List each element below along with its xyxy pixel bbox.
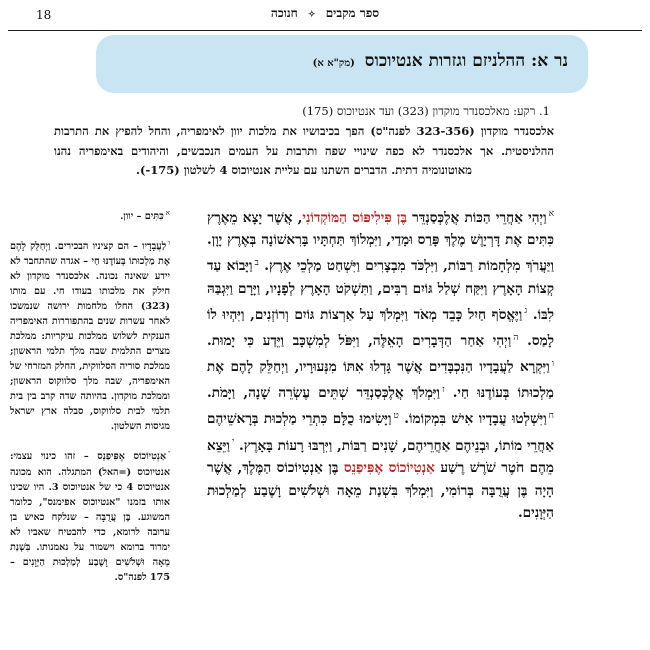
running-title [0, 6, 650, 21]
verse [207, 210, 554, 275]
verse-number: י [231, 437, 235, 448]
side-notes [10, 206, 170, 587]
side-note [10, 236, 170, 434]
highlighted-name: בֶּן פִּילִיפּוֹס הַמּוֹקְדוֹנִי [302, 209, 407, 226]
chapter-title [313, 51, 568, 71]
verse-text: וַיִּמְלֹךְ אֲלֶכְּסַנְדֵּר שְׁתֵּים עֶשְׂרֵה שָׁנָה, וַיָּמֹת. [207, 385, 440, 402]
verse-number: ז [441, 384, 445, 395]
note-text: לַעֲבָדָיו – הם קציניו הבכירים. וַיְחַלֵּק לָהֶם אֶת מַלְכוּתוֹ בְּעוֹדֶנּוּ חַי – אגדה שהתחבר לא יידע שאינה נכונה. אלכסנדר מוקדון לא חילק את מלכותו בעודו חי. עם מותו (323) החלו מלחמות ירושה שנמשכו לאחר עשרות שנים בהתפוררות האימפריה הענקית לשלוש ממלכות עיקריות: ממלכת מצרים התלמית שבה מלך תלמי הראשון; ממלכת סוריה הסלווקית, החלק המזרחי של האימפריה, שבה מלך סלווקוס הראשון; וממלכת מוקדון. בהיותה שדה קרב בין בית תלמי לבית סלווקוס, סבלה ארץ ישראל מגיסות השלטון. [10, 241, 170, 433]
verse-text: וַיְהִי אַחֲרֵי הַכּוֹת אֲלֶכְּסַנְדֵּר [406, 209, 547, 226]
chapter-title-text: נר א: ההלניזם וגזרות אנטיוכוס [364, 51, 568, 71]
note-marker: ו [168, 239, 170, 248]
verse-text: וַיֵּצֵא מֵהֶם חֹטֶר שֹׁרֶשׁ רֶשַׁע [207, 437, 554, 477]
diamond-separator-icon: ✧ [307, 10, 316, 20]
main-paragraph [207, 203, 554, 525]
verse-number: ג [524, 306, 528, 317]
verse-number: ב [254, 257, 259, 268]
verse-text: וַיְהִי אַחַר הַדְּבָרִים הָאֵלֶּה, וַיִּפֹּל לְמִשְׁכָּב וַיֵּדַע כִּי יָמוּת. [207, 333, 512, 350]
section-heading: 1. רקע: מאלכסנדר מוקדון (323) ועד אנטיוכוס (175) [302, 104, 550, 118]
header-rule [8, 30, 642, 31]
note-marker: א [165, 209, 170, 217]
note-marker: י [168, 449, 170, 458]
section-intro: אלכסנדר מוקדון (323-356 לפנה"ס) הפך בכיבושיו את מלכות יוון לאימפריה, והחל להפיץ את התרבות ההלניסטית. אך אלכסנדר לא כפה שינויי שפה ותרבות על העמים הנכבשים, והיהודים באימפריה נהנו מאוטונומיה דתית. הדברים השתנו עם עליית אנטיוכוס 4 לשלטון (175-). [54, 124, 554, 177]
verse [207, 385, 444, 401]
section-name: חנוכה [270, 6, 298, 20]
note-text: כִּתִּים – יוון. [120, 211, 164, 223]
note-text: אַנְטִיוֹכוֹס אֶפִּיפַנֵס – זהו כינוי עצמי: אנטיוכוס (=האל) המתגלה. הוא מכונה אנטיוכוס 4 כי של אנטיוכוס 3. היו שכינו אותו בזמנו "אנטיוכוס אפימנס", כלומר המשוגע. בֶּן עֲרֻבָּה – שנלקח כאיש בן ערובה לרומא, כדי להבטיח שאביו לא ימרוד ברומא וישמור על נאמנותו. בִּשְׁנַת מֵאָה וּשְׁלֹשִׁים וָשֶׁבַע לְמַלְכוּת הַיְּוָנִים – 175 לפנה"ס. [10, 451, 170, 583]
verse-text: וַיִּשְׁלְטוּ עֲבָדָיו אִישׁ בִּמְקוֹמוֹ. [404, 411, 547, 428]
verse-number: ט [393, 410, 399, 421]
verse-number: ה [513, 332, 519, 343]
verse-number: ח [548, 410, 554, 421]
side-note [10, 446, 170, 584]
verse-text: וַיָּשִׂימוּ כֻלָּם כִּתְרֵי מַלְכוּת בְּרָאשֵׁיהֶם אַחֲרֵי מוֹתוֹ, וּבְנֵיהֶם אַחֲרֵיהֶם, שָׁנִים רַבּוֹת, וַיִּרְבּוּ רָעוֹת בָּאָרֶץ. [207, 411, 555, 454]
page-number: 18 [36, 8, 52, 22]
verse-text: וַיָּבוֹא עַד קְצוֹת הָאָרֶץ וַיִּקַּח שְׁלַל גּוֹיִם רַבִּים, וַתִּשְׁקֹט הָאָרֶץ לְפָנָיו, וַיָּרָם וַיִּגְבַּהּ לִבּוֹ. [207, 258, 555, 323]
highlighted-name: אַנְטִיוֹכוֹס אֶפִּיפַנֵס [343, 460, 435, 477]
verse-text: וַיִּקְרָא לַעֲבָדָיו הַנִּכְבָּדִים אֲשֶׁר גָּדְלוּ אִתּוֹ מִנְּעוּרָיו, וַיְחַלֵּק לָהֶם אֶת מַלְכוּתוֹ בְּעוֹדֶנּוּ חַי. [207, 359, 554, 402]
verse-number: א [548, 209, 554, 219]
verse-number: ו [551, 358, 554, 369]
side-note [10, 206, 170, 224]
verse [207, 333, 518, 349]
main-text [207, 203, 554, 525]
verse-text: בֶּן אַנְטִיוֹכוֹס הַמֶּלֶךְ, אֲשֶׁר הָיָה בֶּן עֲרֻבָּה בְּרוֹמִי, וַיִּמְלֹךְ בִּשְׁנַת מֵאָה וּשְׁלֹשִׁים וָשֶׁבַע לְמַלְכוּת הַיְּוָנִים. [207, 460, 554, 522]
chapter-title-ref: (מק"א א) [312, 58, 355, 69]
chapter-title-box [96, 35, 588, 93]
book-title: ספר מקבים [325, 6, 380, 20]
verse-text: , אֲשֶׁר יָצָא מֵאֶרֶץ כִּתִּים אֶת דָּרְיָוֶשׁ מֶלֶךְ פָּרַס וּמָדַי, וַיִּמְלוֹךְ תַּחְתָּיו בָּרִאשׁוֹנָה בְּאֶרֶץ יָוָן. וַיַּעֲרֹךְ מִלְחָמוֹת רַבּוֹת, וַיִּלְכֹּד מִבְצָרִים וַיִּשְׁחַט מַלְכֵי אֶרֶץ. [207, 209, 555, 275]
verse [404, 411, 554, 427]
running-header [0, 4, 650, 26]
verse-text: וַיֶּאֱסֹף חַיִל כָּבֵד מְאֹד וַיִּמְלֹךְ עַל אַרְצוֹת גּוֹיִם וְרוֹזְנִים, וַיִּהְיוּ לוֹ לָמַס. [207, 306, 554, 350]
